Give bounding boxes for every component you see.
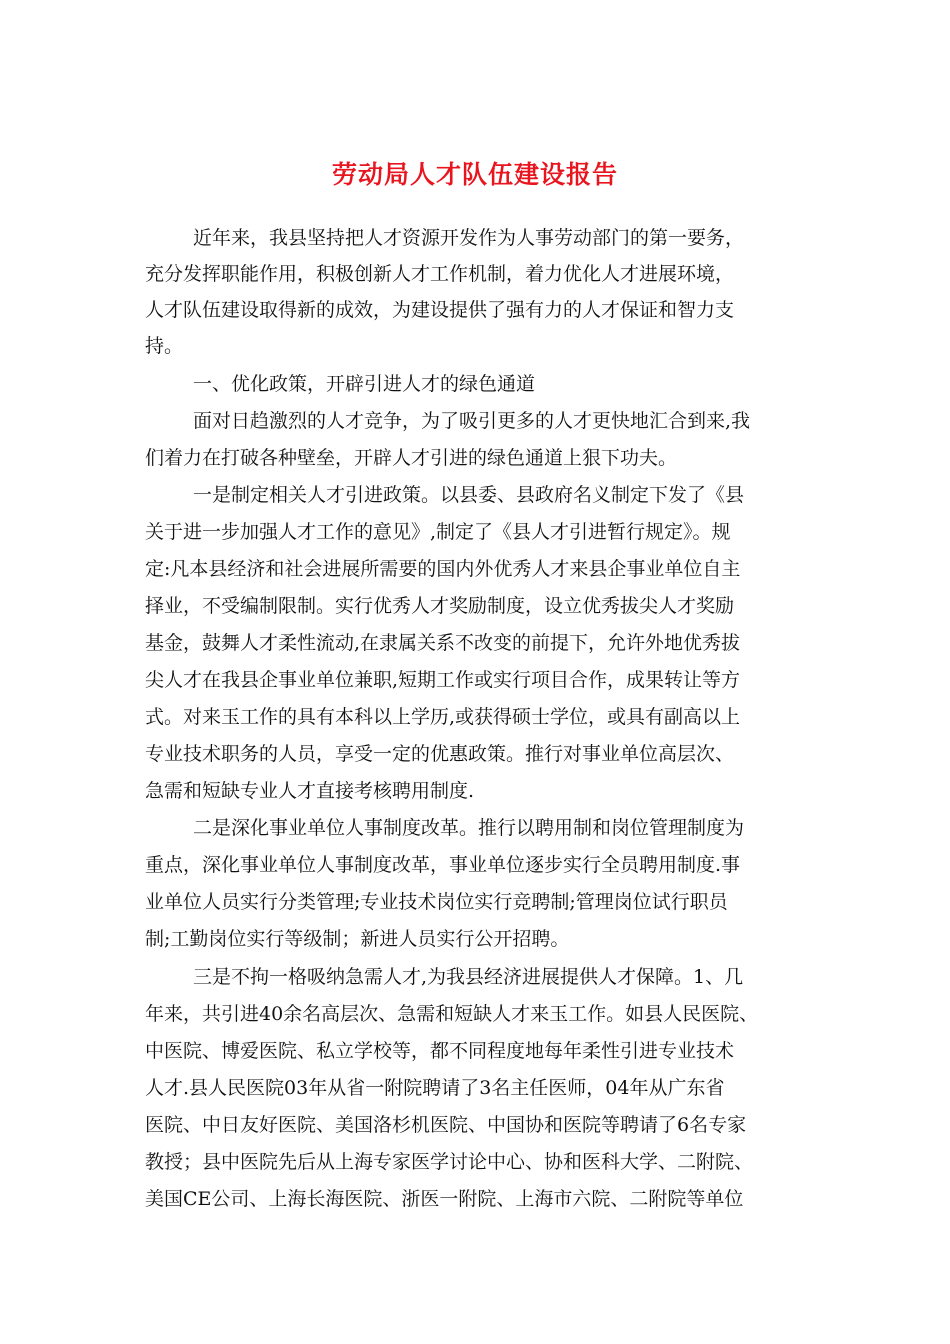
paragraph-line: 持。 bbox=[145, 335, 184, 357]
paragraph-line: 教授；县中医院先后从上海专家医学讨论中心、协和医科大学、二附院、 bbox=[145, 1151, 754, 1173]
paragraph-line: 年来，共引进40余名高层次、急需和短缺人才来玉工作。如县人民医院、 bbox=[145, 1003, 759, 1025]
paragraph-line: 人才队伍建设取得新的成效，为建设提供了强有力的人才保证和智力支 bbox=[145, 299, 735, 321]
paragraph-line: 专业技术职务的人员，享受一定的优惠政策。推行对事业单位高层次、 bbox=[145, 743, 735, 765]
paragraph-line: 面对日趋激烈的人才竞争，为了吸引更多的人才更快地汇合到来,我 bbox=[193, 410, 751, 432]
paragraph-line: 人才.县人民医院03年从省一附院聘请了3名主任医师，04年从广东省 bbox=[145, 1077, 725, 1099]
paragraph-line: 充分发挥职能作用，积极创新人才工作机制，着力优化人才进展环境， bbox=[145, 263, 735, 285]
paragraph-line: 美国CE公司、上海长海医院、浙医一附院、上海市六院、二附院等单位 bbox=[145, 1188, 744, 1210]
paragraph-line: 定:凡本县经济和社会进展所需要的国内外优秀人才来县企事业单位自主 bbox=[145, 558, 741, 580]
paragraph-line: 式。对来玉工作的具有本科以上学历,或获得硕士学位，或具有副高以上 bbox=[145, 706, 741, 728]
paragraph-line: 急需和短缺专业人才直接考核聘用制度. bbox=[145, 780, 475, 802]
document-title: 劳动局人才队伍建设报告 bbox=[331, 160, 618, 189]
paragraph-line: 近年来，我县坚持把人才资源开发作为人事劳动部门的第一要务， bbox=[193, 227, 745, 249]
paragraph-line: 重点，深化事业单位人事制度改革，事业单位逐步实行全员聘用制度.事 bbox=[145, 854, 741, 876]
paragraph-line: 关于进一步加强人才工作的意见》,制定了《县人才引进暂行规定》。规 bbox=[145, 521, 731, 543]
paragraph-line: 业单位人员实行分类管理;专业技术岗位实行竞聘制;管理岗位试行职员 bbox=[145, 891, 728, 913]
paragraph-line: 二是深化事业单位人事制度改革。推行以聘用制和岗位管理制度为 bbox=[193, 817, 745, 839]
paragraph-line: 一是制定相关人才引进政策。以县委、县政府名义制定下发了《县 bbox=[193, 484, 745, 506]
paragraph-line: 制;工勤岗位实行等级制；新进人员实行公开招聘。 bbox=[145, 928, 570, 950]
paragraph-line: 们着力在打破各种壁垒，开辟人才引进的绿色通道上狠下功夫。 bbox=[145, 447, 678, 469]
section-heading: 一、优化政策，开辟引进人才的绿色通道 bbox=[193, 373, 536, 395]
paragraph-line: 择业，不受编制限制。实行优秀人才奖励制度，设立优秀拔尖人才奖励 bbox=[145, 595, 735, 617]
paragraph-line: 三是不拘一格吸纳急需人才,为我县经济进展提供人才保障。1、几 bbox=[193, 966, 744, 988]
paragraph-line: 尖人才在我县企事业单位兼职,短期工作或实行项目合作，成果转让等方 bbox=[145, 669, 741, 691]
paragraph-line: 基金，鼓舞人才柔性流动,在隶属关系不改变的前提下，允许外地优秀拔 bbox=[145, 632, 741, 654]
paragraph-line: 医院、中日友好医院、美国洛杉机医院、中国协和医院等聘请了6名专家 bbox=[145, 1114, 747, 1136]
paragraph-line: 中医院、博爱医院、私立学校等，都不同程度地每年柔性引进专业技术 bbox=[145, 1040, 735, 1062]
